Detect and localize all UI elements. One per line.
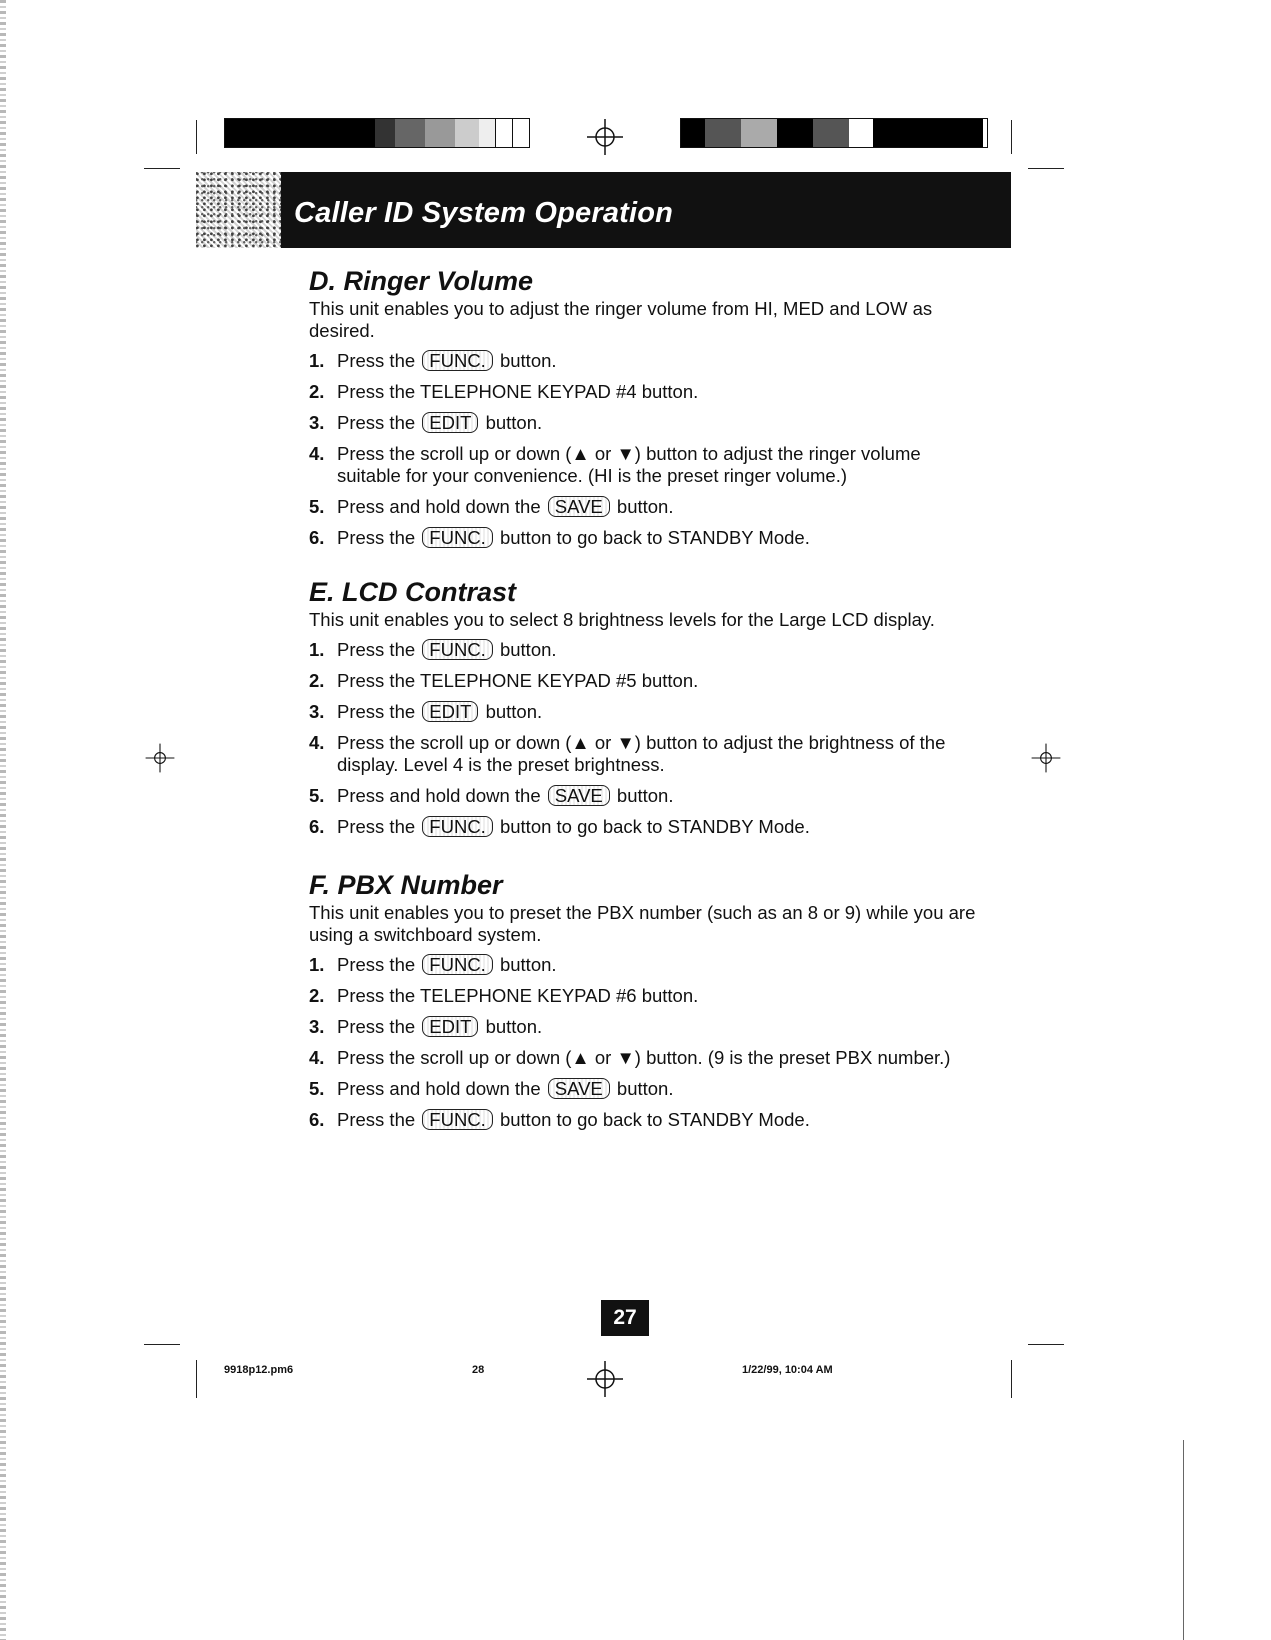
step-text: button.	[616, 785, 674, 806]
registration-mark-icon	[1028, 740, 1064, 776]
step-text: Press the	[337, 527, 416, 548]
step-number: 2.	[309, 985, 325, 1006]
device-key-label: FUNC.	[422, 527, 493, 548]
crop-mark	[1028, 1344, 1064, 1345]
step-text: button to go back to STANDBY Mode.	[499, 527, 810, 548]
step-item	[309, 1109, 989, 1131]
step-text: Press the	[337, 412, 416, 433]
step-text: button to go back to STANDBY Mode.	[499, 1109, 810, 1130]
step-item	[309, 954, 989, 976]
section-heading: F. PBX Number	[309, 870, 503, 900]
step-text: Press and hold down the	[337, 496, 541, 517]
step-number: 2.	[309, 381, 325, 402]
step-text: button.	[499, 639, 557, 660]
step-item	[309, 1047, 989, 1069]
header-texture	[196, 172, 282, 248]
steps-list	[309, 350, 989, 549]
section-lcd-contrast	[309, 577, 989, 847]
footer-date: 1/22/99, 10:04 AM	[742, 1364, 833, 1376]
device-key-label: FUNC.	[422, 954, 493, 975]
step-number: 5.	[309, 785, 325, 806]
color-bar-right	[680, 118, 988, 148]
step-text: button.	[499, 350, 557, 371]
crop-mark	[144, 1344, 180, 1345]
step-number: 1.	[309, 954, 325, 975]
step-text: Press the	[337, 1016, 416, 1037]
step-number: 3.	[309, 412, 325, 433]
step-text: button.	[485, 412, 543, 433]
step-number: 3.	[309, 1016, 325, 1037]
step-text: button.	[499, 954, 557, 975]
step-text: Press the	[337, 350, 416, 371]
step-item	[309, 816, 989, 838]
scan-line	[1183, 1440, 1184, 1640]
step-text: Press the	[337, 954, 416, 975]
step-text: button.	[616, 496, 674, 517]
crop-mark	[1011, 120, 1012, 154]
step-item	[309, 985, 989, 1007]
step-number: 6.	[309, 527, 325, 548]
section-heading: D. Ringer Volume	[309, 266, 534, 296]
step-number: 4.	[309, 732, 325, 753]
device-key-label: SAVE	[548, 496, 610, 517]
device-key-label: SAVE	[548, 1078, 610, 1099]
steps-list	[309, 639, 989, 838]
step-number: 5.	[309, 496, 325, 517]
step-text: Press the	[337, 816, 416, 837]
step-item	[309, 701, 989, 723]
step-item	[309, 443, 989, 487]
step-text: Press the	[337, 639, 416, 660]
step-text: Press the	[337, 701, 416, 722]
step-item	[309, 412, 989, 434]
section-intro: This unit enables you to preset the PBX number (such as an 8 or 9) while you are using a switchboard system.	[309, 902, 976, 945]
step-number: 4.	[309, 1047, 325, 1068]
step-item	[309, 732, 989, 776]
step-text: button to go back to STANDBY Mode.	[499, 816, 810, 837]
step-text: Press the TELEPHONE KEYPAD #6 button.	[337, 985, 699, 1006]
footer-page: 28	[472, 1364, 485, 1376]
step-text: button.	[485, 701, 543, 722]
page-number: 27	[601, 1300, 649, 1336]
device-key-label: EDIT	[422, 701, 478, 722]
step-item	[309, 785, 989, 807]
step-text: button.	[616, 1078, 674, 1099]
section-intro: This unit enables you to adjust the ringer volume from HI, MED and LOW as desired.	[309, 298, 933, 341]
color-bar-left	[224, 118, 530, 148]
registration-mark-icon	[142, 740, 178, 776]
step-text: Press the scroll up or down (▲ or ▼) button to adjust the brightness of the display. Level 4 is the preset brightness.	[337, 732, 946, 775]
crop-mark	[196, 1360, 197, 1398]
device-key-label: EDIT	[422, 1016, 478, 1037]
step-text: Press the	[337, 1109, 416, 1130]
step-number: 5.	[309, 1078, 325, 1099]
step-item	[309, 1078, 989, 1100]
steps-list	[309, 954, 989, 1131]
device-key-label: SAVE	[548, 785, 610, 806]
step-text: Press the TELEPHONE KEYPAD #5 button.	[337, 670, 699, 691]
step-text: Press and hold down the	[337, 785, 541, 806]
section-intro: This unit enables you to select 8 brightness levels for the Large LCD display.	[309, 609, 935, 630]
device-key-label: EDIT	[422, 412, 478, 433]
step-text: Press the scroll up or down (▲ or ▼) button. (9 is the preset PBX number.)	[337, 1047, 951, 1068]
page-title: Caller ID System Operation	[294, 197, 674, 229]
step-number: 2.	[309, 670, 325, 691]
step-number: 6.	[309, 1109, 325, 1130]
device-key-label: FUNC.	[422, 350, 493, 371]
crop-mark	[1028, 168, 1064, 169]
step-item	[309, 350, 989, 372]
step-item	[309, 381, 989, 403]
step-item	[309, 639, 989, 661]
crop-mark	[1011, 1360, 1012, 1398]
step-item	[309, 527, 989, 549]
step-number: 1.	[309, 639, 325, 660]
registration-mark-icon	[585, 1359, 625, 1399]
step-text: Press the TELEPHONE KEYPAD #4 button.	[337, 381, 699, 402]
step-item	[309, 670, 989, 692]
crop-mark	[196, 120, 197, 154]
section-ringer-volume	[309, 266, 989, 558]
step-number: 4.	[309, 443, 325, 464]
step-text: Press and hold down the	[337, 1078, 541, 1099]
step-item	[309, 496, 989, 518]
step-number: 6.	[309, 816, 325, 837]
section-pbx-number	[309, 870, 989, 1140]
scan-edge	[0, 0, 6, 1640]
device-key-label: FUNC.	[422, 1109, 493, 1130]
crop-mark	[144, 168, 180, 169]
step-item	[309, 1016, 989, 1038]
step-number: 1.	[309, 350, 325, 371]
registration-mark-icon	[585, 117, 625, 157]
step-number: 3.	[309, 701, 325, 722]
section-heading: E. LCD Contrast	[309, 577, 517, 607]
step-text: button.	[485, 1016, 543, 1037]
device-key-label: FUNC.	[422, 639, 493, 660]
footer-filename: 9918p12.pm6	[224, 1364, 294, 1376]
step-text: Press the scroll up or down (▲ or ▼) button to adjust the ringer volume suitable for your convenience. (HI is the preset ringer volume.)	[337, 443, 921, 486]
device-key-label: FUNC.	[422, 816, 493, 837]
